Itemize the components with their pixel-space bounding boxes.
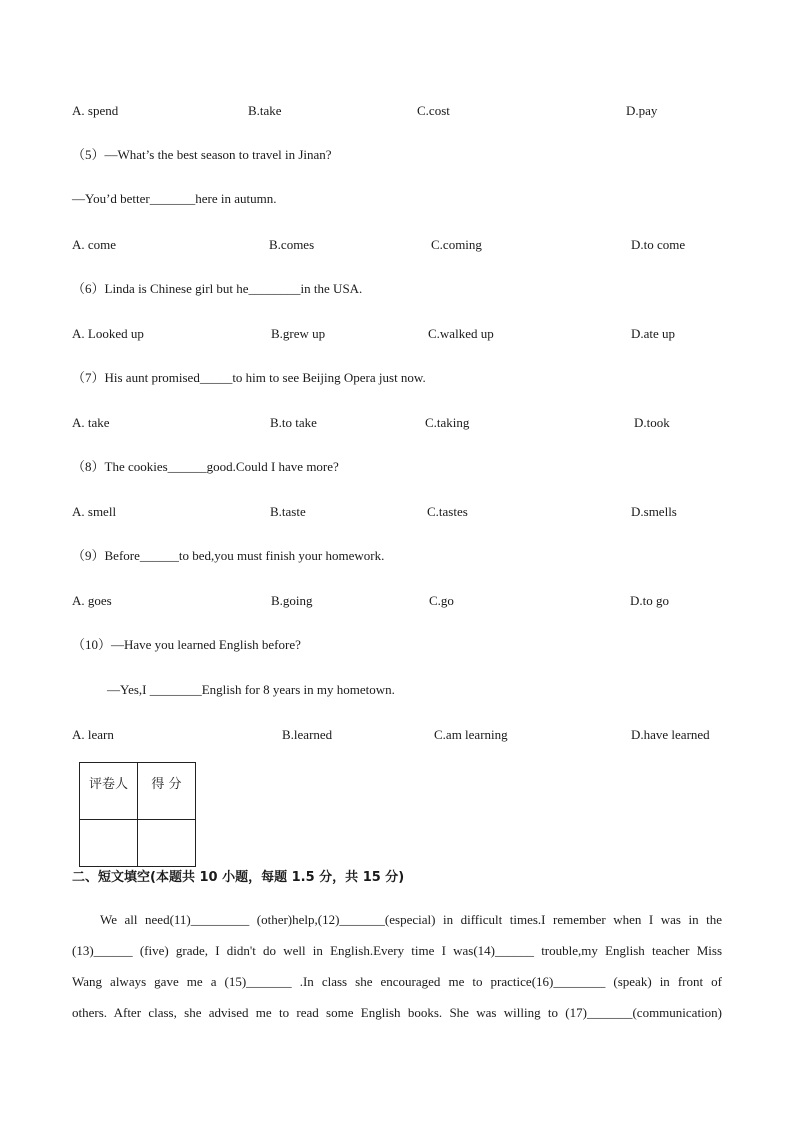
q9-option-a: A. goes bbox=[72, 593, 112, 608]
passage-line-1: We all need(11)_________ (other)help,(12)_______(especial) in difficult times.I remember when I was in the bbox=[100, 912, 722, 927]
score-cell bbox=[138, 820, 196, 867]
q8-option-a: A. smell bbox=[72, 504, 117, 519]
q7-option-b: B.to take bbox=[270, 415, 317, 430]
passage-line-2: (13)______ (five) grade, I didn't do well in English.Every time I was(14)______ trouble,my English teacher Miss bbox=[72, 943, 722, 958]
q6-option-c: C.walked up bbox=[428, 326, 494, 341]
passage-line-3: Wang always gave me a (15)_______ .In class she encouraged me to practice(16)________ (speak) in front of bbox=[72, 974, 722, 989]
q5-stem: （5）—What’s the best season to travel in Jinan? bbox=[72, 147, 332, 162]
q8-option-d: D.smells bbox=[631, 504, 677, 519]
q6-option-a: A. Looked up bbox=[72, 326, 144, 341]
q9-option-d: D.to go bbox=[630, 593, 669, 608]
passage-line-4: others. After class, she advised me to read some English books. She was willing to (17)_______(communication) bbox=[72, 1005, 722, 1020]
q7-option-c: C.taking bbox=[425, 415, 470, 430]
q9-option-c: C.go bbox=[429, 593, 454, 608]
q7-option-d: D.took bbox=[634, 415, 670, 430]
q10-option-c: C.am learning bbox=[434, 727, 508, 742]
section-2-title: 二、短文填空(本题共 10 小题，每题 1.5 分，共 15 分) bbox=[72, 870, 405, 885]
q4-option-a: A. spend bbox=[72, 103, 119, 118]
q4-option-d: D.pay bbox=[626, 103, 658, 118]
q10-option-a: A. learn bbox=[72, 727, 114, 742]
q7-stem: （7）His aunt promised_____to him to see Beijing Opera just now. bbox=[72, 370, 426, 385]
q7-option-a: A. take bbox=[72, 415, 110, 430]
q10-option-b: B.learned bbox=[282, 727, 333, 742]
grader-label: 评卷人 bbox=[80, 763, 138, 820]
score-label: 得 分 bbox=[138, 763, 196, 820]
q6-option-b: B.grew up bbox=[271, 326, 326, 341]
grader-cell bbox=[80, 820, 138, 867]
q10-option-d: D.have learned bbox=[631, 727, 710, 742]
q4-option-c: C.cost bbox=[417, 103, 450, 118]
score-table-entry-row bbox=[80, 820, 196, 867]
q5-response: —You’d better_______here in autumn. bbox=[72, 191, 277, 206]
q8-stem: （8）The cookies______good.Could I have more? bbox=[72, 459, 339, 474]
q6-option-d: D.ate up bbox=[631, 326, 676, 341]
q9-option-b: B.going bbox=[271, 593, 313, 608]
q6-stem: （6）Linda is Chinese girl but he________in the USA. bbox=[72, 281, 363, 296]
q8-option-c: C.tastes bbox=[427, 504, 468, 519]
q5-option-c: C.coming bbox=[431, 237, 482, 252]
q5-option-a: A. come bbox=[72, 237, 117, 252]
q5-option-b: B.comes bbox=[269, 237, 315, 252]
q10-response: —Yes,I ________English for 8 years in my hometown. bbox=[107, 682, 395, 697]
q10-stem: （10）—Have you learned English before? bbox=[72, 637, 301, 652]
score-table-header-row bbox=[80, 763, 196, 820]
q9-stem: （9）Before______to bed,you must finish your homework. bbox=[72, 548, 385, 563]
q4-option-b: B.take bbox=[248, 103, 282, 118]
q5-option-d: D.to come bbox=[631, 237, 686, 252]
score-table bbox=[79, 762, 196, 867]
q8-option-b: B.taste bbox=[270, 504, 306, 519]
